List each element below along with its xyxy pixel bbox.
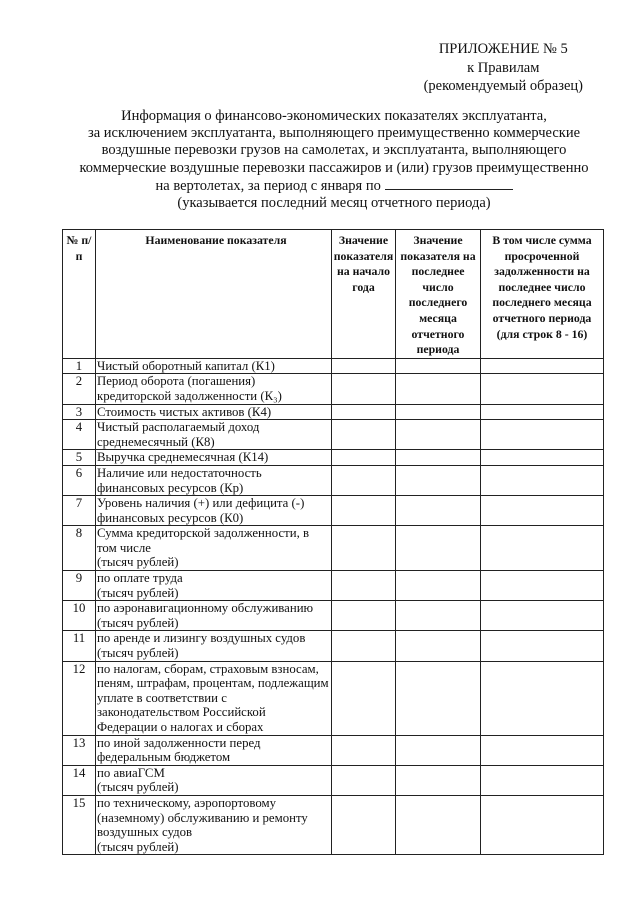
row-number: 3 (63, 404, 96, 420)
start-value-cell[interactable] (332, 450, 396, 466)
indicator-name-line: Чистый располагаемый доход (97, 420, 260, 435)
appendix-header (424, 40, 583, 96)
indicator-name-line: Период оборота (погашения) (97, 374, 256, 389)
indicator-name-line: (тысяч рублей) (97, 646, 179, 661)
indicator-name-line: том числе (97, 540, 151, 555)
overdue-value-cell[interactable] (481, 765, 604, 795)
table-row (63, 795, 604, 854)
indicator-name (96, 765, 332, 795)
indicator-name-line: (тысяч рублей) (97, 615, 179, 630)
title-line-3: воздушные перевозки грузов на самолетах, и эксплуатанта, выполняющего (101, 142, 567, 159)
last-value-cell[interactable] (396, 601, 481, 631)
row-number: 2 (63, 374, 96, 404)
indicator-name (96, 735, 332, 765)
overdue-value-cell[interactable] (481, 374, 604, 404)
row-number: 6 (63, 465, 96, 495)
last-value-cell[interactable] (396, 450, 481, 466)
header-num: № п/п (63, 230, 96, 359)
start-value-cell[interactable] (332, 601, 396, 631)
table-row (63, 571, 604, 601)
indicator-name-line: кредиторской задолженности (К₃) (97, 388, 282, 403)
indicator-name-line: финансовых ресурсов (К0) (97, 510, 244, 525)
table-row (63, 496, 604, 526)
table-row (63, 735, 604, 765)
indicator-name-line: Сумма кредиторской задолженности, в (97, 526, 310, 541)
title-line-1: Информация о финансово-экономических показателях эксплуатанта, (121, 108, 547, 124)
indicator-name (96, 526, 332, 571)
last-value-cell[interactable] (396, 465, 481, 495)
indicator-name-line: Чистый оборотный капитал (К1) (97, 358, 275, 373)
indicator-name (96, 496, 332, 526)
table-row (63, 661, 604, 735)
overdue-value-cell[interactable] (481, 526, 604, 571)
indicator-name (96, 450, 332, 466)
table-body (63, 358, 604, 855)
header-last-value: Значение показателя на последнее число последнего месяца отчетного периода (396, 230, 481, 359)
indicator-name-line: пеням, штрафам, процентам, подлежащим (97, 676, 329, 691)
last-value-cell[interactable] (396, 374, 481, 404)
overdue-value-cell[interactable] (481, 404, 604, 420)
indicator-name (96, 661, 332, 735)
overdue-value-cell[interactable] (481, 465, 604, 495)
overdue-value-cell[interactable] (481, 735, 604, 765)
indicator-name-line: (тысяч рублей) (97, 555, 179, 570)
start-value-cell[interactable] (332, 526, 396, 571)
overdue-value-cell[interactable] (481, 601, 604, 631)
last-value-cell[interactable] (396, 795, 481, 854)
indicator-name (96, 420, 332, 450)
start-value-cell[interactable] (332, 735, 396, 765)
last-value-cell[interactable] (396, 735, 481, 765)
title-line-4: коммерческие воздушные перевозки пассажиров и (или) грузов преимущественно (79, 159, 589, 176)
table-row (63, 374, 604, 404)
indicator-name-line: уплате в соответствии с (97, 690, 227, 705)
table-row (63, 465, 604, 495)
indicator-name (96, 465, 332, 495)
row-number: 12 (63, 661, 96, 735)
start-value-cell[interactable] (332, 374, 396, 404)
row-number: 13 (63, 735, 96, 765)
overdue-value-cell[interactable] (481, 358, 604, 374)
appendix-number: ПРИЛОЖЕНИЕ № 5 (438, 41, 568, 57)
indicator-name-line: (тысяч рублей) (97, 585, 179, 600)
start-value-cell[interactable] (332, 765, 396, 795)
indicator-name (96, 404, 332, 420)
row-number: 7 (63, 496, 96, 526)
indicator-name-line: по налогам, сборам, страховым взносам, (97, 661, 319, 676)
indicator-name-line: (тысяч рублей) (97, 780, 179, 795)
indicator-name-line: по техническому, аэропортовому (97, 795, 276, 810)
last-value-cell[interactable] (396, 631, 481, 661)
last-value-cell[interactable] (396, 765, 481, 795)
indicator-name-line: Стоимость чистых активов (К4) (97, 404, 272, 419)
indicator-name-line: по авиаГСМ (97, 765, 165, 780)
header-overdue-value: В том числе сумма просроченной задолженности на последнее число последнего месяца отчетного периода (для строк 8 - 16) (481, 230, 604, 359)
row-number: 14 (63, 765, 96, 795)
indicator-name-line: по аэронавигационному обслуживанию (97, 601, 314, 616)
indicator-name-line: законодательством Российской (97, 705, 266, 720)
overdue-value-cell[interactable] (481, 631, 604, 661)
period-blank-field[interactable] (385, 177, 513, 190)
start-value-cell[interactable] (332, 795, 396, 854)
row-number: 1 (63, 358, 96, 374)
table-row (63, 420, 604, 450)
indicator-name-line: Наличие или недостаточность (97, 465, 262, 480)
overdue-value-cell[interactable] (481, 450, 604, 466)
row-number: 8 (63, 526, 96, 571)
start-value-cell[interactable] (332, 358, 396, 374)
table-row (63, 404, 604, 420)
indicator-name (96, 795, 332, 854)
indicator-name-line: (наземному) обслуживанию и ремонту (97, 810, 308, 825)
start-value-cell[interactable] (332, 571, 396, 601)
overdue-value-cell[interactable] (481, 496, 604, 526)
table-row (63, 450, 604, 466)
table-row (63, 631, 604, 661)
indicator-name (96, 358, 332, 374)
row-number: 4 (63, 420, 96, 450)
row-number: 9 (63, 571, 96, 601)
title-line-6: (указывается последний месяц отчетного периода) (177, 195, 491, 212)
table-row (63, 765, 604, 795)
title-line-5 (54, 177, 614, 195)
last-value-cell[interactable] (396, 661, 481, 735)
overdue-value-cell[interactable] (481, 795, 604, 854)
start-value-cell[interactable] (332, 631, 396, 661)
table-row (63, 358, 604, 374)
indicator-name-line: среднемесячный (К8) (97, 434, 215, 449)
indicator-name-line: Выручка среднемесячная (К14) (97, 450, 269, 465)
title-line-2: за исключением эксплуатанта, выполняющего преимущественно коммерческие (87, 125, 581, 142)
indicator-name-line: по аренде и лизингу воздушных судов (97, 631, 306, 646)
row-number: 10 (63, 601, 96, 631)
start-value-cell[interactable] (332, 420, 396, 450)
indicator-name (96, 601, 332, 631)
document-title (54, 108, 614, 212)
indicators-table (62, 229, 604, 855)
indicator-name (96, 631, 332, 661)
indicator-name-line: Уровень наличия (+) или дефицита (-) (97, 496, 305, 511)
start-value-cell[interactable] (332, 465, 396, 495)
start-value-cell[interactable] (332, 661, 396, 735)
row-number: 5 (63, 450, 96, 466)
last-value-cell[interactable] (396, 571, 481, 601)
header-start-value: Значение показателя на начало года (332, 230, 396, 359)
overdue-value-cell[interactable] (481, 571, 604, 601)
overdue-value-cell[interactable] (481, 420, 604, 450)
indicator-name-line: (тысяч рублей) (97, 839, 179, 854)
title-period-text: на вертолетах, за период с января по (155, 177, 381, 194)
last-value-cell[interactable] (396, 420, 481, 450)
overdue-value-cell[interactable] (481, 661, 604, 735)
indicator-name-line: финансовых ресурсов (Кр) (97, 480, 244, 495)
indicator-name-line: федеральным бюджетом (97, 750, 231, 765)
indicator-name-line: Федерации о налогах и сборах (97, 720, 264, 734)
indicator-name (96, 571, 332, 601)
row-number: 15 (63, 795, 96, 854)
table-header-row (63, 230, 604, 359)
appendix-rules-ref: к Правилам (467, 59, 540, 76)
indicator-name-line: по оплате труда (97, 571, 183, 586)
table-row (63, 601, 604, 631)
last-value-cell[interactable] (396, 526, 481, 571)
last-value-cell[interactable] (396, 496, 481, 526)
last-value-cell[interactable] (396, 404, 481, 420)
row-number: 11 (63, 631, 96, 661)
indicator-name (96, 374, 332, 404)
header-indicator-name: Наименование показателя (96, 230, 332, 359)
indicator-name-line: воздушных судов (97, 825, 193, 840)
table-row (63, 526, 604, 571)
start-value-cell[interactable] (332, 496, 396, 526)
start-value-cell[interactable] (332, 404, 396, 420)
last-value-cell[interactable] (396, 358, 481, 374)
indicator-name-line: по иной задолженности перед (97, 735, 261, 750)
appendix-sample-note: (рекомендуемый образец) (423, 78, 583, 94)
